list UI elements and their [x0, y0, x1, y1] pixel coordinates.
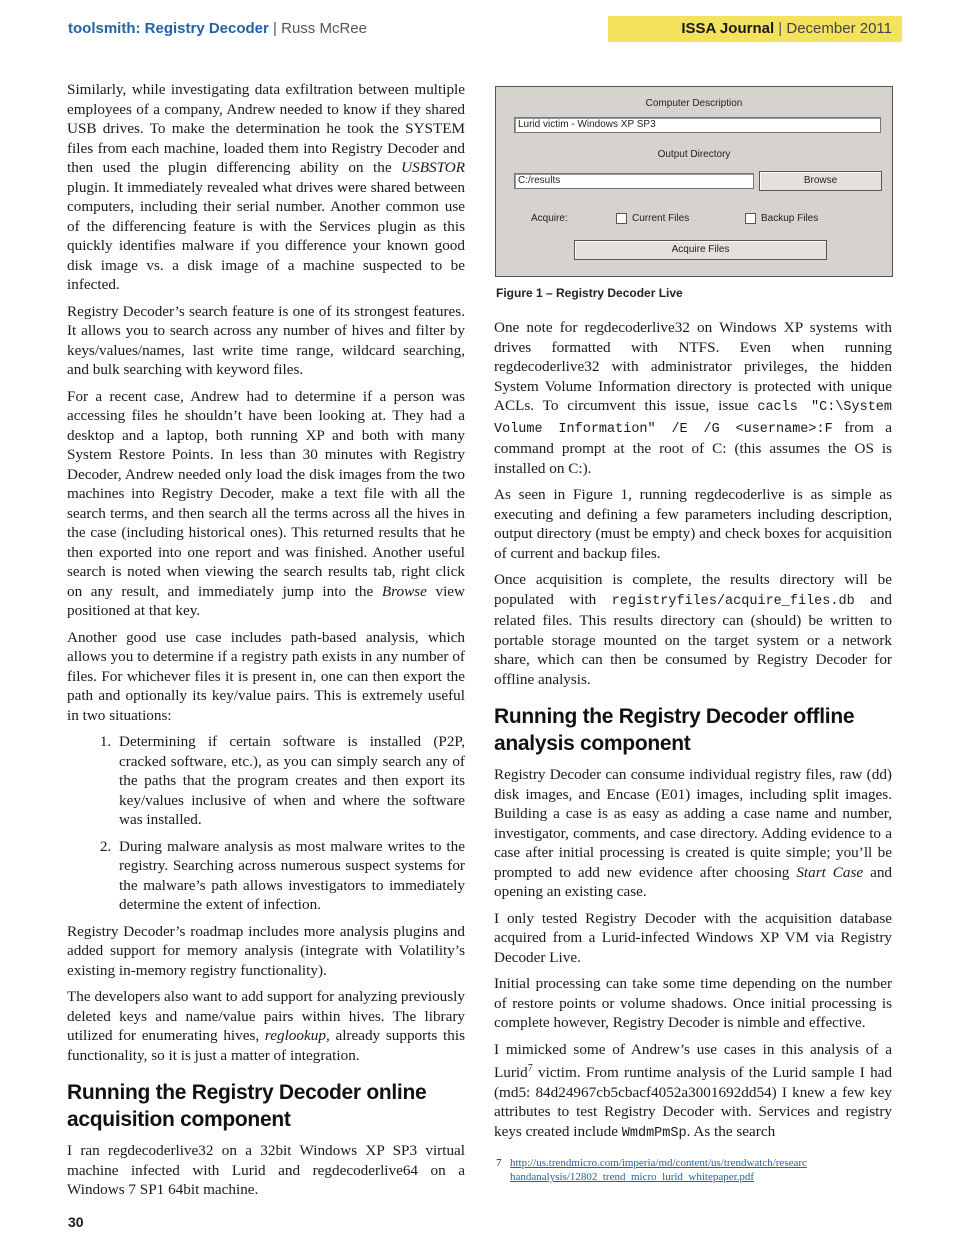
paragraph-testing: I only tested Registry Decoder with the acquisition database acquired from a Lurid-infected Windows XP VM via Registry Decoder Live.: [494, 909, 892, 966]
text-run: Similarly, while investigating data exfiltration between multiple employees of a company, Andrew needed to know if they shared USB drives. To make the determination he took the SYSTEM files from each machine, loaded them into Registry Decoder and then used the plugin differencing ability on the: [67, 81, 465, 176]
paragraph-ntfs-note: [494, 318, 892, 478]
text-run: Once acquisition is complete, the results directory will be populated with: [494, 571, 892, 608]
author-name: Russ McRee: [281, 20, 367, 37]
text-run: plugin. It immediately revealed what drives were shared between computers, including their serial number. Another common use of the differencing feature is with the Services plugin as this quickly identifies malware if you difference your known good disk image vs. a disk image of a machine suspected to be infected.: [67, 178, 465, 293]
backup-files-checkbox[interactable]: [745, 213, 756, 224]
text-run: , already supports this functionality, so it is just a matter of integration.: [67, 1027, 465, 1064]
text-run: and opening an existing case.: [494, 863, 893, 900]
wmdmpmsp-name: WmdmPmSp: [621, 1125, 687, 1141]
text-run: For a recent case, Andrew had to determine if a person was accessing files he shouldn’t have been looking at. They had a desktop and a laptop, both running XP and both with many System Restore Points. In less than 30 minutes with Registry Decoder, Andrew needed only load the disk images from the two machines into Registry Decoder, make a text file with all the search terms, and then search all the terms across all the hives in the case (including historical ones). This returned results that he then exported into one report and was finished. Another useful search is noted when viewing the search results tab, right click on any result, and immediately jump into the: [67, 387, 465, 600]
heading-offline-analysis: Running the Registry Decoder offline analysis component: [494, 705, 855, 755]
paragraph-initial-processing: Initial processing can take some time depending on the number of restore points or volume shadows. Once initial processing is complete however, Registry Decoder is nimble and effective.: [494, 975, 892, 1031]
text-run: from a command prompt at the root of C: (this assumes the OS is installed on C:).: [494, 418, 893, 477]
acquire-db-path: registryfiles/acquire_files.db: [611, 593, 855, 609]
paragraph-search-feature: Registry Decoder’s search feature is one of its strongest features. It allows you to search across any number of hives and filter by keys/values/names, last write time range, wildcard searching, and bulk searching with keyword files.: [67, 302, 465, 378]
right-column: [494, 318, 892, 1150]
left-column: [67, 80, 465, 1207]
footnote: [496, 1156, 896, 1184]
computer-description-label: Computer Description: [645, 98, 743, 109]
page-header: [0, 16, 960, 44]
start-case-name: Start Case: [796, 863, 864, 881]
text-run: . As the search: [686, 1122, 776, 1140]
journal-name: ISSA Journal: [681, 20, 775, 37]
browse-button[interactable]: Browse: [759, 171, 882, 191]
browse-view-name: Browse: [381, 582, 427, 600]
cacls-command: cacls "C:\System Volume Information" /E /G <username>:F: [494, 400, 893, 437]
header-separator-right: |: [778, 20, 783, 37]
paragraph-path-analysis: Another good use case includes path-based analysis, which allows you to determine if a registry path exists in any number of files. For whichever files it is present in, one can then export the path and optionally its key/value pairs. This is extremely useful in two situations:: [67, 628, 465, 724]
usbstor-plugin-name: USBSTOR: [401, 159, 465, 176]
reglookup-name: reglookup: [264, 1027, 326, 1044]
paragraph-lurid-analysis: [494, 1040, 892, 1144]
figure-registry-decoder-live: [495, 86, 893, 277]
backup-files-label: Backup Files: [761, 213, 819, 224]
output-directory-input[interactable]: C:/results: [514, 173, 754, 189]
text-run: I mimicked some of Andrew’s use cases in this analysis of a Lurid: [494, 1040, 892, 1082]
paragraph-figure-reference: As seen in Figure 1, running regdecoderlive is as simple as executing and defining a few parameters including description, output directory (must be empty) and check boxes for acquisition of current and backup files.: [494, 486, 892, 562]
acquire-label: Acquire:: [531, 213, 568, 224]
use-case-list: [67, 732, 465, 915]
text-run: Registry Decoder can consume individual registry files, raw (dd) disk images, and Encase (E01) images, including split images. Building a case is as easy as adding a case name and number, investigator, comments, and case directory. Adding evidence to a case after initial processing is created is quite simple; you’ll be prompted to add new evidence after choosing: [494, 766, 892, 881]
footnote-ref: 7: [527, 1063, 533, 1074]
list-item: 1. Determining if certain software is installed (P2P, cracked software, etc.), as you can simply search any of the paths that the program creates and then export its key/values inclusive of when and where the software was installed.: [115, 732, 465, 830]
current-files-checkbox[interactable]: [616, 213, 627, 224]
header-separator-left: |: [273, 20, 277, 37]
paragraph-acquisition-complete: [494, 570, 892, 689]
paragraph-roadmap: Registry Decoder’s roadmap includes more analysis plugins and added support for memory analysis (integrate with Volatility’s existing in-memory registry functionality).: [67, 922, 465, 979]
acquire-files-button[interactable]: Acquire Files: [574, 240, 827, 260]
paragraph-consume-images: [494, 765, 892, 902]
text-run: victim. From runtime analysis of the Lurid sample I had (md5: 84d24967cb5cbacf4052a3001692dd54) I knew a few key attributes to test Registry Decoder with. Services and registry keys created include: [494, 1064, 892, 1140]
computer-description-input[interactable]: Lurid victim - Windows XP SP3: [514, 117, 881, 133]
journal-banner: [608, 16, 902, 42]
footnote-number: 7: [496, 1157, 502, 1169]
footnote-link[interactable]: http://us.trendmicro.com/imperia/md/content/us/trendwatch/researchandanalysis/12802_trend_micro_lurid_whitepaper.pdf: [510, 1157, 807, 1183]
paragraph-developers: [67, 987, 465, 1065]
header-left: [68, 20, 367, 37]
current-files-label: Current Files: [632, 213, 690, 224]
paragraph-recent-case: [67, 387, 465, 621]
paragraph-regdecoderlive: I ran regdecoderlive32 on a 32bit Windows XP SP3 virtual machine infected with Lurid and regdecoderlive64 on a Windows 7 SP1 64bit machine.: [67, 1142, 465, 1198]
heading-online-acquisition: Running the Registry Decoder online acquisition component: [67, 1081, 427, 1131]
output-directory-label: Output Directory: [657, 149, 731, 160]
page-number: 30: [68, 1214, 84, 1230]
figure-caption: Figure 1 – Registry Decoder Live: [496, 286, 683, 300]
text-run: and related files. This results directory can (should) be written to portable storage mounted on the target system or a network share, which can then be consumed by Registry Decoder for offline analysis.: [494, 590, 892, 688]
text-run: The developers also want to add support for analyzing previously deleted keys and name/value pairs within hives. The library utilized for enumerating hives,: [67, 988, 465, 1044]
issue-date: December 2011: [786, 20, 892, 37]
text-run: view positioned at that key.: [67, 582, 465, 619]
column-title: toolsmith: Registry Decoder: [68, 20, 269, 37]
list-item: 2. During malware analysis as most malware writes to the registry. Searching across numerous suspect systems for the malware’s path allows investigators to immediately determine the extent of infection.: [115, 837, 465, 915]
text-run: One note for regdecoderlive32 on Windows XP systems with drives formatted with NTFS. Even when running regdecoderlive32 with administrator privileges, the hidden System Volume Information directory is protected with unique ACLs. To circumvent this issue, issue: [494, 319, 892, 414]
paragraph-usb-differencing: [67, 80, 465, 295]
